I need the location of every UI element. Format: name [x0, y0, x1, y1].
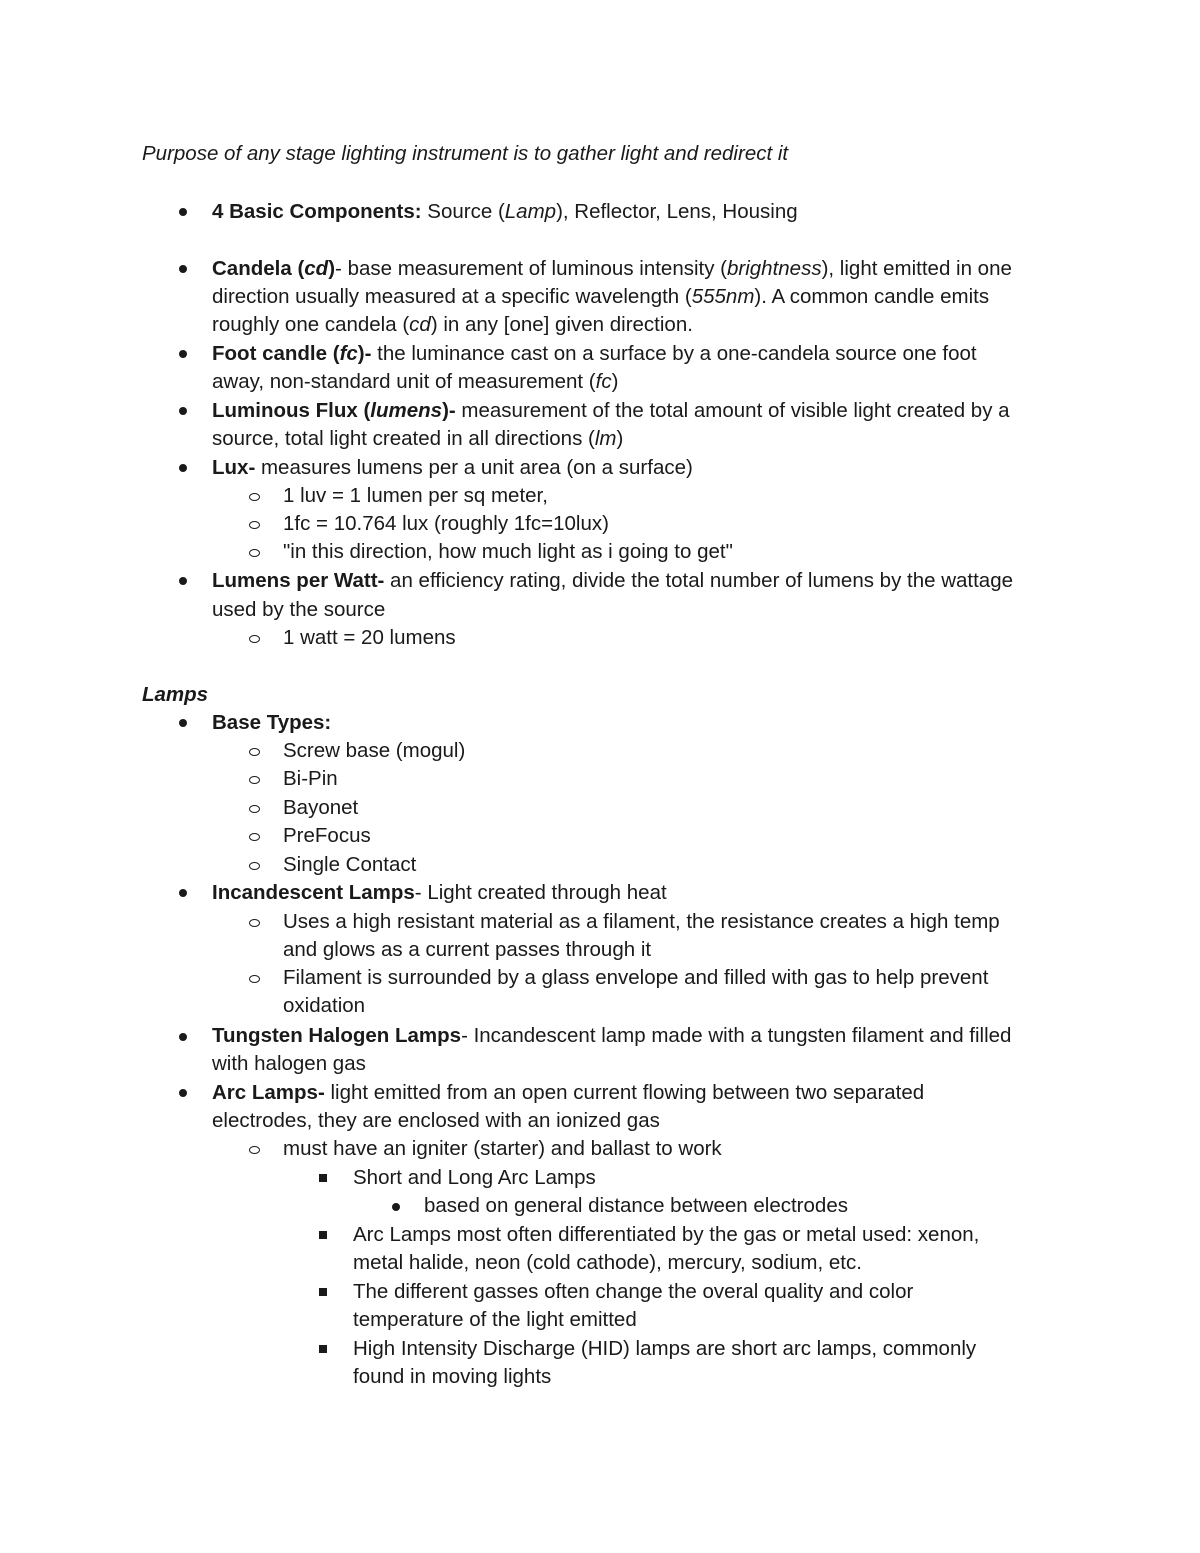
candela-line-2: direction usually measured at a specific wavelength (555nm). A common candle emits — [212, 285, 990, 308]
footcandle-line-2: away, non-standard unit of measurement (fc) — [212, 370, 619, 393]
incandescent-item: Incandescent Lamps- Light created through heat — [212, 881, 667, 904]
lux-sub-1: 1 luv = 1 lumen per sq meter, — [283, 484, 548, 507]
bullet-dot — [179, 889, 187, 897]
footcandle-item: Foot candle (fc)- the luminance cast on a surface by a one-candela source one foot — [212, 342, 977, 365]
base-type: Single Contact — [283, 853, 417, 876]
arc-line-2: electrodes, they are enclosed with an ionized gas — [212, 1109, 660, 1132]
lux-sub-2: 1fc = 10.764 lux (roughly 1fc=10lux) — [283, 512, 609, 535]
bullet-dot — [179, 464, 187, 472]
bullet-square — [319, 1231, 327, 1239]
arc-square-1: Short and Long Arc Lamps — [353, 1166, 596, 1189]
incandescent-sub-1-line-2: and glows as a current passes through it — [283, 938, 652, 961]
base-type: Bayonet — [283, 796, 359, 819]
bullet-dot — [179, 1033, 187, 1041]
flux-item: Luminous Flux (lumens)- measurement of the total amount of visible light created by a — [212, 399, 1010, 422]
bullet-circle — [249, 776, 260, 784]
arc-square-4: High Intensity Discharge (HID) lamps are short arc lamps, commonly — [353, 1337, 977, 1360]
arc-square-4-line-2: found in moving lights — [353, 1365, 552, 1388]
components-item: 4 Basic Components: Source (Lamp), Reflector, Lens, Housing — [212, 200, 798, 223]
arc-square-3-line-2: temperature of the light emitted — [353, 1308, 637, 1331]
arc-square-1-sub: based on general distance between electrodes — [424, 1194, 848, 1217]
arc-square-3: The different gasses often change the overal quality and color — [353, 1280, 914, 1303]
base-types-item: Base Types: — [212, 711, 332, 734]
lux-sub-3: "in this direction, how much light as i going to get" — [283, 540, 733, 563]
tungsten-line-2: with halogen gas — [212, 1052, 366, 1075]
tungsten-item: Tungsten Halogen Lamps- Incandescent lamp made with a tungsten filament and filled — [212, 1024, 1012, 1047]
bullet-square — [319, 1288, 327, 1296]
bullet-dot — [392, 1203, 400, 1211]
intro-line: Purpose of any stage lighting instrument is to gather light and redirect it — [142, 142, 789, 165]
bullet-circle — [249, 493, 260, 501]
lpw-line-2: used by the source — [212, 598, 386, 621]
incandescent-sub-2-line-2: oxidation — [283, 994, 366, 1017]
bullet-dot — [179, 350, 187, 358]
bullet-dot — [179, 719, 187, 727]
bullet-circle — [249, 833, 260, 841]
candela-item: Candela (cd)- base measurement of luminous intensity (brightness), light emitted in one — [212, 257, 1012, 280]
bullet-dot — [179, 208, 187, 216]
bullet-dot — [179, 407, 187, 415]
incandescent-sub-2: Filament is surrounded by a glass envelope and filled with gas to help prevent — [283, 966, 989, 989]
bullet-dot — [179, 1089, 187, 1097]
base-type: Screw base (mogul) — [283, 739, 466, 762]
lux-item: Lux- measures lumens per a unit area (on a surface) — [212, 456, 693, 479]
incandescent-sub-1: Uses a high resistant material as a filament, the resistance creates a high temp — [283, 910, 1000, 933]
bullet-circle — [249, 862, 260, 870]
bullet-circle — [249, 635, 260, 643]
bullet-circle — [249, 549, 260, 557]
candela-line-3: roughly one candela (cd) in any [one] given direction. — [212, 313, 693, 336]
arc-square-2-line-2: metal halide, neon (cold cathode), mercury, sodium, etc. — [353, 1251, 862, 1274]
bullet-circle — [249, 919, 260, 927]
arc-square-2: Arc Lamps most often differentiated by the gas or metal used: xenon, — [353, 1223, 980, 1246]
arc-item: Arc Lamps- light emitted from an open current flowing between two separated — [212, 1081, 925, 1104]
flux-line-2: source, total light created in all directions (lm) — [212, 427, 624, 450]
bullet-circle — [249, 521, 260, 529]
base-type: Bi-Pin — [283, 767, 338, 790]
bullet-circle — [249, 805, 260, 813]
bullet-dot — [179, 577, 187, 585]
bullet-circle — [249, 975, 260, 983]
base-type: PreFocus — [283, 824, 371, 847]
bullet-dot — [179, 265, 187, 273]
bullet-square — [319, 1174, 327, 1182]
lpw-item: Lumens per Watt- an efficiency rating, divide the total number of lumens by the wattage — [212, 569, 1014, 592]
bullet-circle — [249, 748, 260, 756]
arc-sub: must have an igniter (starter) and ballast to work — [283, 1137, 722, 1160]
lpw-sub: 1 watt = 20 lumens — [283, 626, 456, 649]
bullet-circle — [249, 1146, 260, 1154]
bullet-square — [319, 1345, 327, 1353]
lamps-heading: Lamps — [142, 683, 209, 706]
